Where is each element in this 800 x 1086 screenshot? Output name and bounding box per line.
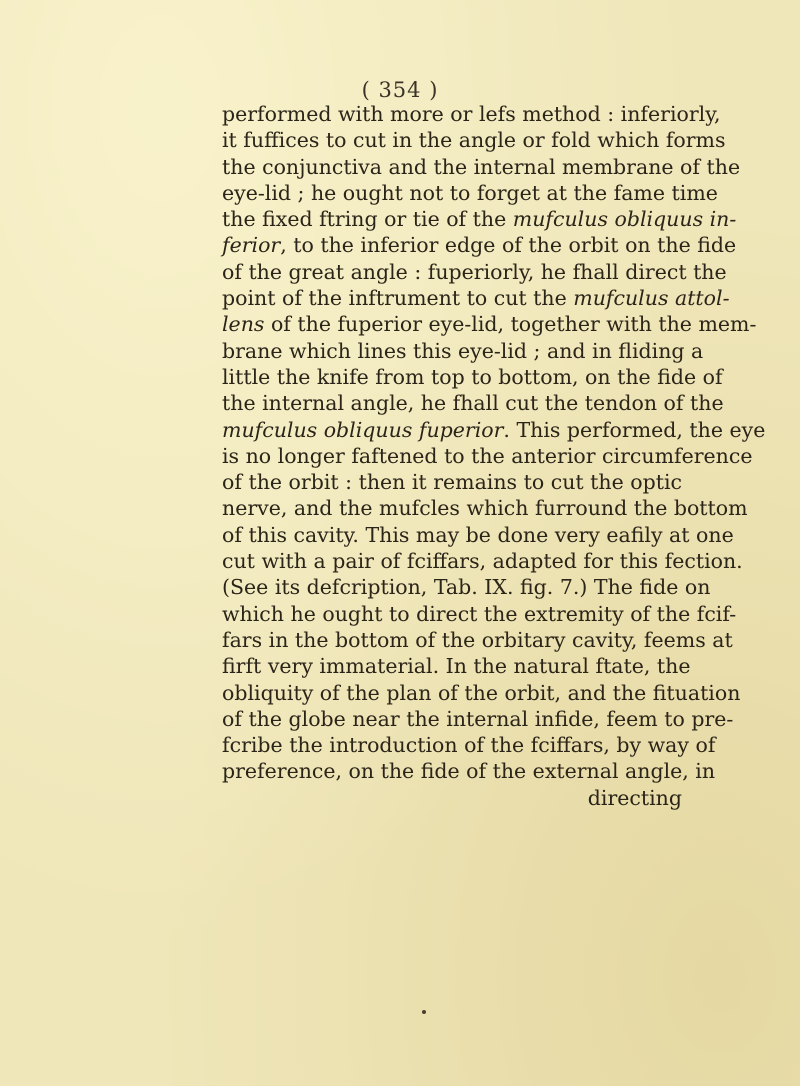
text-line: mufculus obliquus fuperior. This performed, the eye bbox=[222, 417, 766, 442]
text-line: it fuffices to cut in the angle or fold which forms bbox=[222, 128, 726, 153]
text-line: is no longer faftened to the anterior circumference bbox=[222, 443, 753, 468]
text-line: obliquity of the plan of the orbit, and the fituation bbox=[222, 680, 741, 705]
text-line: of the orbit : then it remains to cut the optic bbox=[222, 470, 682, 495]
text-line: eye-lid ; he ought not to forget at the fame time bbox=[222, 180, 718, 205]
text-line: (See its defcription, Tab. IX. fig. 7.) The fide on bbox=[222, 575, 711, 600]
text-line: little the knife from top to bottom, on the fide of bbox=[222, 364, 723, 389]
text-line: nerve, and the mufcles which furround the bottom bbox=[222, 496, 748, 521]
catchword: directing bbox=[587, 785, 682, 810]
text-line: point of the inftrument to cut the mufculus attol- bbox=[222, 286, 730, 311]
text-line: of the globe near the internal infide, feem to pre- bbox=[222, 706, 734, 731]
text-line: preference, on the fide of the external angle, in bbox=[222, 759, 716, 784]
text-line: which he ought to direct the extremity of the fcif- bbox=[222, 601, 737, 626]
text-line: ferior, to the inferior edge of the orbit on the fide bbox=[222, 233, 737, 258]
text-line: of this cavity. This may be done very eafily at one bbox=[222, 522, 734, 547]
text-line: the conjunctiva and the internal membrane of the bbox=[222, 154, 741, 179]
page-number-header: ( 354 ) bbox=[361, 78, 439, 102]
text-line: the fixed ftring or tie of the mufculus obliquus in- bbox=[222, 207, 737, 232]
text-line: firft very immaterial. In the natural ftate, the bbox=[222, 654, 691, 679]
text-line: lens of the fuperior eye-lid, together with the mem- bbox=[222, 312, 757, 337]
text-line: the internal angle, he fhall cut the tendon of the bbox=[222, 391, 724, 416]
text-line: fcribe the introduction of the fciffars, by way of bbox=[222, 733, 716, 758]
text-line: performed with more or lefs method : inferiorly, bbox=[222, 102, 721, 126]
body-text bbox=[222, 101, 766, 811]
text-line: fars in the bottom of the orbitary cavity, feems at bbox=[222, 627, 733, 652]
text-line: cut with a pair of fciffars, adapted for this fection. bbox=[222, 549, 743, 574]
text-line: of the great angle : fuperiorly, he fhall direct the bbox=[222, 259, 727, 284]
text-line: brane which lines this eye-lid ; and in fliding a bbox=[222, 338, 704, 363]
ink-speck bbox=[422, 1010, 426, 1014]
